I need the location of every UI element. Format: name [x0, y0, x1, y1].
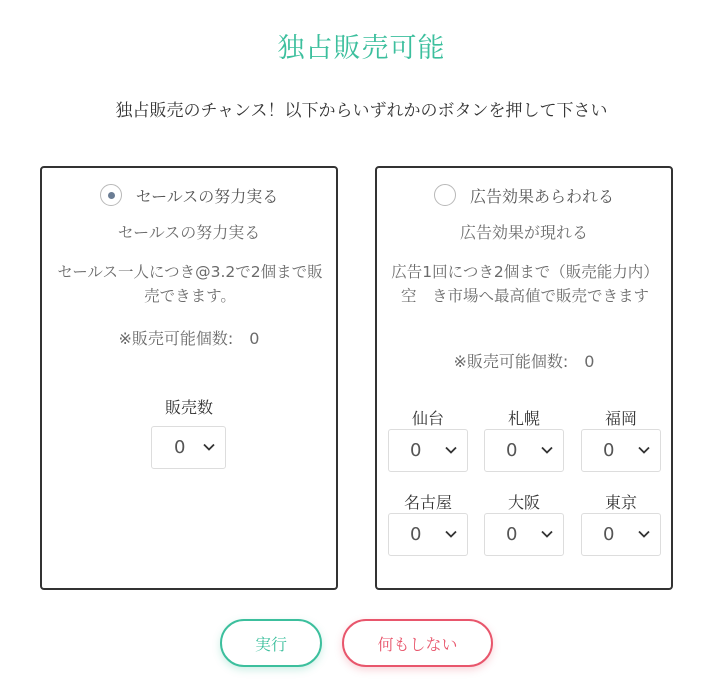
sales-effort-headline: セールスの努力実る	[117, 223, 261, 242]
sales-available-count: ※販売可能個数: 0	[118, 329, 260, 348]
chevron-down-icon	[444, 443, 458, 457]
execute-button[interactable]: 実行	[220, 619, 322, 667]
ad-effect-card	[375, 166, 673, 590]
city-quantity-value: 0	[506, 524, 518, 545]
sales-effort-option[interactable]	[42, 182, 336, 208]
ad-effect-description: 広告1回につき2個まで（販売能力内）空 き市場へ最高値で販売できます	[391, 263, 659, 305]
city-name: 東京	[604, 493, 637, 512]
city-quantity-value: 0	[603, 440, 615, 461]
sales-quantity-label: 販売数	[164, 398, 213, 417]
city-name: 札幌	[507, 409, 540, 428]
city-quantity-select[interactable]	[581, 429, 661, 472]
city-quantity-value: 0	[506, 440, 518, 461]
city-name: 仙台	[411, 409, 444, 428]
city-quantity-select[interactable]	[484, 513, 564, 556]
city-quantity-select[interactable]	[388, 513, 468, 556]
ad-effect-radio[interactable]	[434, 184, 456, 206]
city-quantity-value: 0	[603, 524, 615, 545]
ad-effect-option[interactable]	[377, 182, 671, 208]
chevron-down-icon	[637, 527, 651, 541]
ad-available-count: ※販売可能個数: 0	[453, 352, 595, 371]
sales-effort-description: セールス一人につき@3.2で2個まで販売できます。	[57, 263, 323, 305]
ad-effect-headline: 広告効果が現れる	[459, 223, 588, 242]
sales-effort-card	[40, 166, 338, 590]
city-quantity-select[interactable]	[484, 429, 564, 472]
chevron-down-icon	[637, 443, 651, 457]
chevron-down-icon	[444, 527, 458, 541]
page-instructions: 独占販売のチャンス！以下からいずれかのボタンを押して下さい	[115, 101, 608, 121]
city-quantity-value: 0	[410, 440, 422, 461]
city-quantity-select[interactable]	[581, 513, 661, 556]
chevron-down-icon	[540, 527, 554, 541]
chevron-down-icon	[202, 440, 216, 454]
ad-effect-option-label: 広告効果あらわれる	[469, 186, 614, 206]
sales-effort-radio[interactable]	[100, 184, 122, 206]
city-name: 福岡	[604, 409, 637, 428]
city-name: 大阪	[507, 493, 540, 512]
city-quantity-value: 0	[410, 524, 422, 545]
sales-quantity-value: 0	[174, 437, 186, 458]
page-title: 独占販売可能	[277, 33, 446, 64]
city-quantity-select[interactable]	[388, 429, 468, 472]
city-name: 名古屋	[403, 493, 452, 512]
chevron-down-icon	[540, 443, 554, 457]
sales-effort-option-label: セールスの努力実る	[135, 186, 279, 206]
sales-quantity-select[interactable]	[151, 426, 226, 469]
do-nothing-button[interactable]: 何もしない	[342, 619, 493, 667]
